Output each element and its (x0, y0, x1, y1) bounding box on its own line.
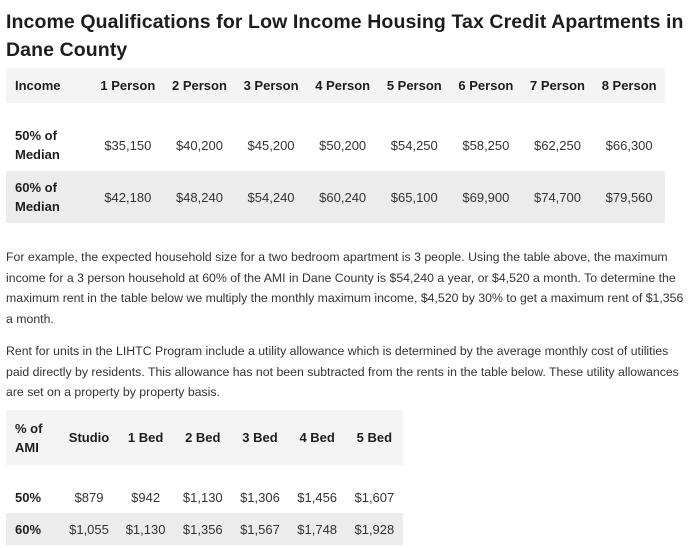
row-label-line: Median (15, 199, 60, 214)
table-cell: $65,100 (390, 189, 438, 205)
header-3-bed: 3 Bed (242, 430, 278, 445)
row-label (6, 119, 92, 171)
ami-header (6, 410, 61, 465)
ami-header-line: AMI (15, 439, 39, 455)
table-cell: $35,150 (104, 137, 152, 153)
table-cell: $879 (74, 489, 104, 505)
table-cell: $42,180 (104, 189, 152, 205)
table-cell: $66,300 (605, 137, 653, 153)
table-cell: $1,928 (354, 521, 395, 537)
table-cell: $40,200 (175, 137, 223, 153)
example-paragraph: For example, the expected household size for a two bedroom apartment is 3 people. Using the table above, the maximum income for a 3 person household at 60% of the AMI in Dane County is $54,240 a year, or $4,520 a month. To determine the maximum rent in the table below we multiply the monthly maximum income, $4,520 by 30% to get a maximum rent of $1,356 a month. (6, 250, 684, 326)
utility-paragraph: Rent for units in the LIHTC Program include a utility allowance which is determined by the average monthly cost of utilities paid directly by residents. This allowance has not been subtracted from the rents in the table below. These utility allowances are set on a property by property basis. (6, 344, 679, 399)
table-cell: $1,456 (297, 489, 338, 505)
table-cell: $50,200 (319, 137, 367, 153)
row-label (6, 171, 92, 223)
table-cell: $54,240 (247, 189, 295, 205)
table-cell: $79,560 (605, 189, 653, 205)
header-5-person: 5 Person (386, 78, 442, 93)
row-label: 50% (15, 489, 42, 505)
table-cell: $1,130 (182, 489, 223, 505)
table-cell: $69,900 (462, 189, 510, 205)
header-1-person: 1 Person (100, 78, 156, 93)
table-cell: $942 (131, 489, 161, 505)
table-cell: $48,240 (175, 189, 223, 205)
table-cell: $1,306 (240, 489, 280, 505)
header-6-person: 6 Person (458, 78, 514, 93)
table-cell: $62,250 (533, 137, 581, 153)
table-row (6, 481, 403, 513)
header-2-person: 2 Person (171, 78, 227, 93)
header-8-person: 8 Person (601, 78, 657, 93)
table-spacer (6, 465, 403, 481)
row-label-line: Median (15, 147, 60, 162)
table-row (6, 171, 665, 223)
ami-header-line: % of (15, 420, 43, 436)
row-label: 60% (15, 521, 42, 537)
table-cell: $58,250 (462, 137, 510, 153)
table-cell: $60,240 (319, 189, 367, 205)
row-label-line: 50% of (15, 128, 57, 143)
header-3-person: 3 Person (243, 78, 299, 93)
header-1-bed: 1 Bed (127, 430, 164, 445)
table-cell: $1,748 (297, 521, 338, 537)
table-cell: $45,200 (247, 137, 295, 153)
table-cell: $74,700 (533, 189, 581, 205)
rent-table-header (6, 410, 403, 465)
header-7-person: 7 Person (530, 78, 585, 93)
header-5-bed: 5 Bed (356, 430, 393, 445)
income-table-header (6, 68, 665, 103)
table-cell: $54,250 (390, 137, 438, 153)
table-cell: $1,607 (354, 489, 395, 505)
table-row (6, 119, 665, 171)
table-spacer (6, 103, 665, 119)
table-cell: $1,356 (182, 521, 223, 537)
header-4-bed: 4 Bed (299, 430, 335, 445)
header-4-person: 4 Person (315, 78, 371, 93)
rent-table (6, 410, 403, 545)
income-header: Income (15, 78, 61, 93)
page-title: Income Qualifications for Low Income Housing Tax Credit Apartments in Dane County (6, 11, 684, 61)
header-studio: Studio (68, 430, 110, 445)
table-cell: $1,055 (69, 521, 109, 537)
table-cell: $1,130 (125, 521, 166, 537)
income-table (6, 68, 665, 223)
table-cell: $1,567 (240, 521, 280, 537)
row-label-line: 60% of (15, 180, 57, 195)
header-2-bed: 2 Bed (185, 430, 221, 445)
table-row (6, 513, 403, 545)
